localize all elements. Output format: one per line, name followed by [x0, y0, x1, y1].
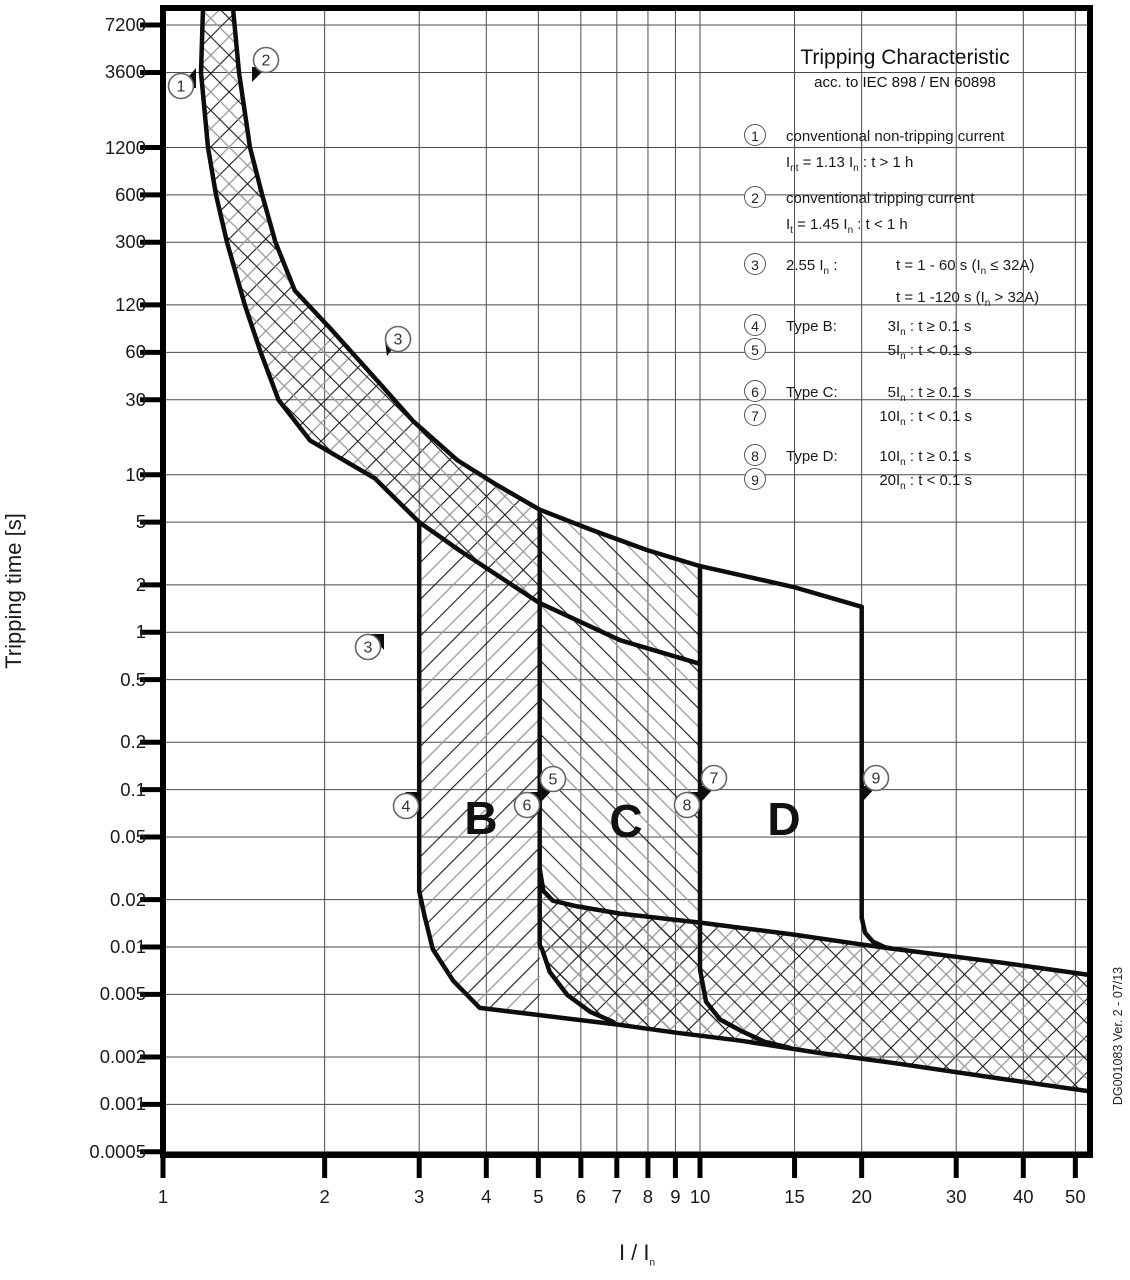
legend-item-number: 9	[744, 468, 766, 490]
curve-marker-6	[515, 792, 540, 818]
y-tick-label: 0.01	[109, 936, 146, 957]
legend-item-number: 5	[744, 338, 766, 360]
x-tick-label: 1	[157, 1186, 169, 1207]
legend-item-text: Type C: $5I_n$ : t ≥ 0.1 s	[786, 384, 972, 404]
legend-item-number: 7	[744, 404, 766, 426]
y-tick-label: 0.05	[109, 825, 146, 847]
y-tick-label: 5	[135, 511, 146, 533]
svg-text:1: 1	[176, 78, 186, 96]
y-tick-label: 1200	[104, 136, 146, 158]
y-tick-label: 0.0005	[89, 1140, 146, 1162]
zone-b-region	[419, 522, 540, 1017]
svg-text:3: 3	[363, 639, 373, 657]
y-tick-label: 0.2	[120, 731, 146, 753]
legend-item-text: Type D: $10I_n$ : t ≥ 0.1 s	[786, 448, 972, 468]
legend-item-number: 2	[744, 186, 766, 208]
legend-subtitle: acc. to IEC 898 / EN 60898	[814, 74, 996, 91]
legend-item-number: 4	[744, 314, 766, 336]
y-tick-label: 0.5	[120, 668, 146, 690]
x-tick-label: 20	[851, 1186, 872, 1207]
y-tick-label: 0.1	[120, 778, 146, 800]
y-tick-label: 7200	[104, 14, 146, 36]
x-tick-label: 8	[642, 1186, 654, 1207]
legend-item-number: 3	[744, 253, 766, 275]
legend-item-text: conventional non-tripping current $I_{nt} = 1.13$ $I_n$ : t > 1 h	[786, 128, 1005, 174]
y-tick-label: 600	[115, 183, 146, 205]
x-tick-label: 30	[945, 1186, 967, 1207]
x-tick-label: 40	[1013, 1186, 1034, 1207]
legend-item-text: 2.55 $I_n$ : t = 1 - 60 s $(I_n \le 32A)$ t = 1 -120 s $(I_n > 32A)$	[786, 257, 1040, 309]
y-tick-label: 30	[125, 388, 146, 410]
y-tick-label: 0.001	[99, 1093, 146, 1115]
legend-item-text: $5I_n$ : t < 0.1 s	[887, 342, 973, 362]
x-tick-label: 50	[1065, 1186, 1086, 1207]
y-tick-label: 60	[125, 341, 146, 363]
x-tick-label: 6	[575, 1186, 586, 1207]
legend-title: Tripping Characteristic	[800, 46, 1010, 69]
x-tick-label: 2	[319, 1186, 330, 1207]
zone-label-c: C	[609, 795, 643, 847]
x-tick-label: 4	[481, 1186, 492, 1207]
x-tick-label: 10	[689, 1186, 711, 1207]
x-tick-label: 9	[670, 1186, 681, 1207]
curve-marker-4	[394, 792, 420, 819]
x-tick-label: 5	[533, 1186, 544, 1207]
y-tick-label: 3600	[104, 61, 146, 83]
y-tick-label: 120	[115, 293, 146, 315]
svg-text:3: 3	[393, 331, 403, 349]
y-tick-label: 300	[115, 231, 146, 253]
legend-item-number: 8	[744, 444, 766, 466]
svg-text:9: 9	[871, 770, 881, 788]
legend-item-text: Type B: $3I_n$ : t ≥ 0.1 s	[786, 318, 972, 338]
y-tick-label: 10	[125, 463, 146, 485]
svg-text:6: 6	[522, 797, 532, 815]
y-axis-title: Tripping time [s]	[1, 513, 26, 669]
x-tick-label: 15	[784, 1186, 805, 1207]
x-tick-label: 3	[414, 1186, 425, 1207]
svg-text:2: 2	[261, 52, 271, 70]
legend-item-text: conventional tripping current $I_t = 1.45$ $I_n$ : t < 1 h	[786, 190, 975, 236]
y-tick-label: 1	[135, 621, 146, 643]
legend-item-text: $20I_n$ : t < 0.1 s	[879, 472, 973, 492]
x-tick-label: 7	[611, 1186, 622, 1207]
curve-marker-8	[675, 792, 700, 818]
svg-text:4: 4	[401, 798, 411, 816]
y-tick-label: 0.02	[109, 888, 146, 910]
legend-item-number: 1	[744, 124, 766, 146]
svg-text:7: 7	[709, 770, 719, 788]
y-tick-label: 0.005	[99, 983, 146, 1005]
y-tick-label: 2	[135, 573, 146, 595]
legend-item-text: $10I_n$ : t < 0.1 s	[879, 408, 973, 428]
svg-text:5: 5	[548, 771, 558, 789]
x-axis-title: I / $I_n$	[618, 1240, 656, 1269]
document-number-note: DG001083 Ver. 2 - 07/13	[1111, 966, 1125, 1106]
legend-item-number: 6	[744, 380, 766, 402]
svg-text:8: 8	[682, 797, 692, 815]
y-tick-label: 0.002	[99, 1046, 146, 1068]
zone-label-d: D	[767, 793, 801, 845]
zone-label-b: B	[464, 792, 498, 844]
